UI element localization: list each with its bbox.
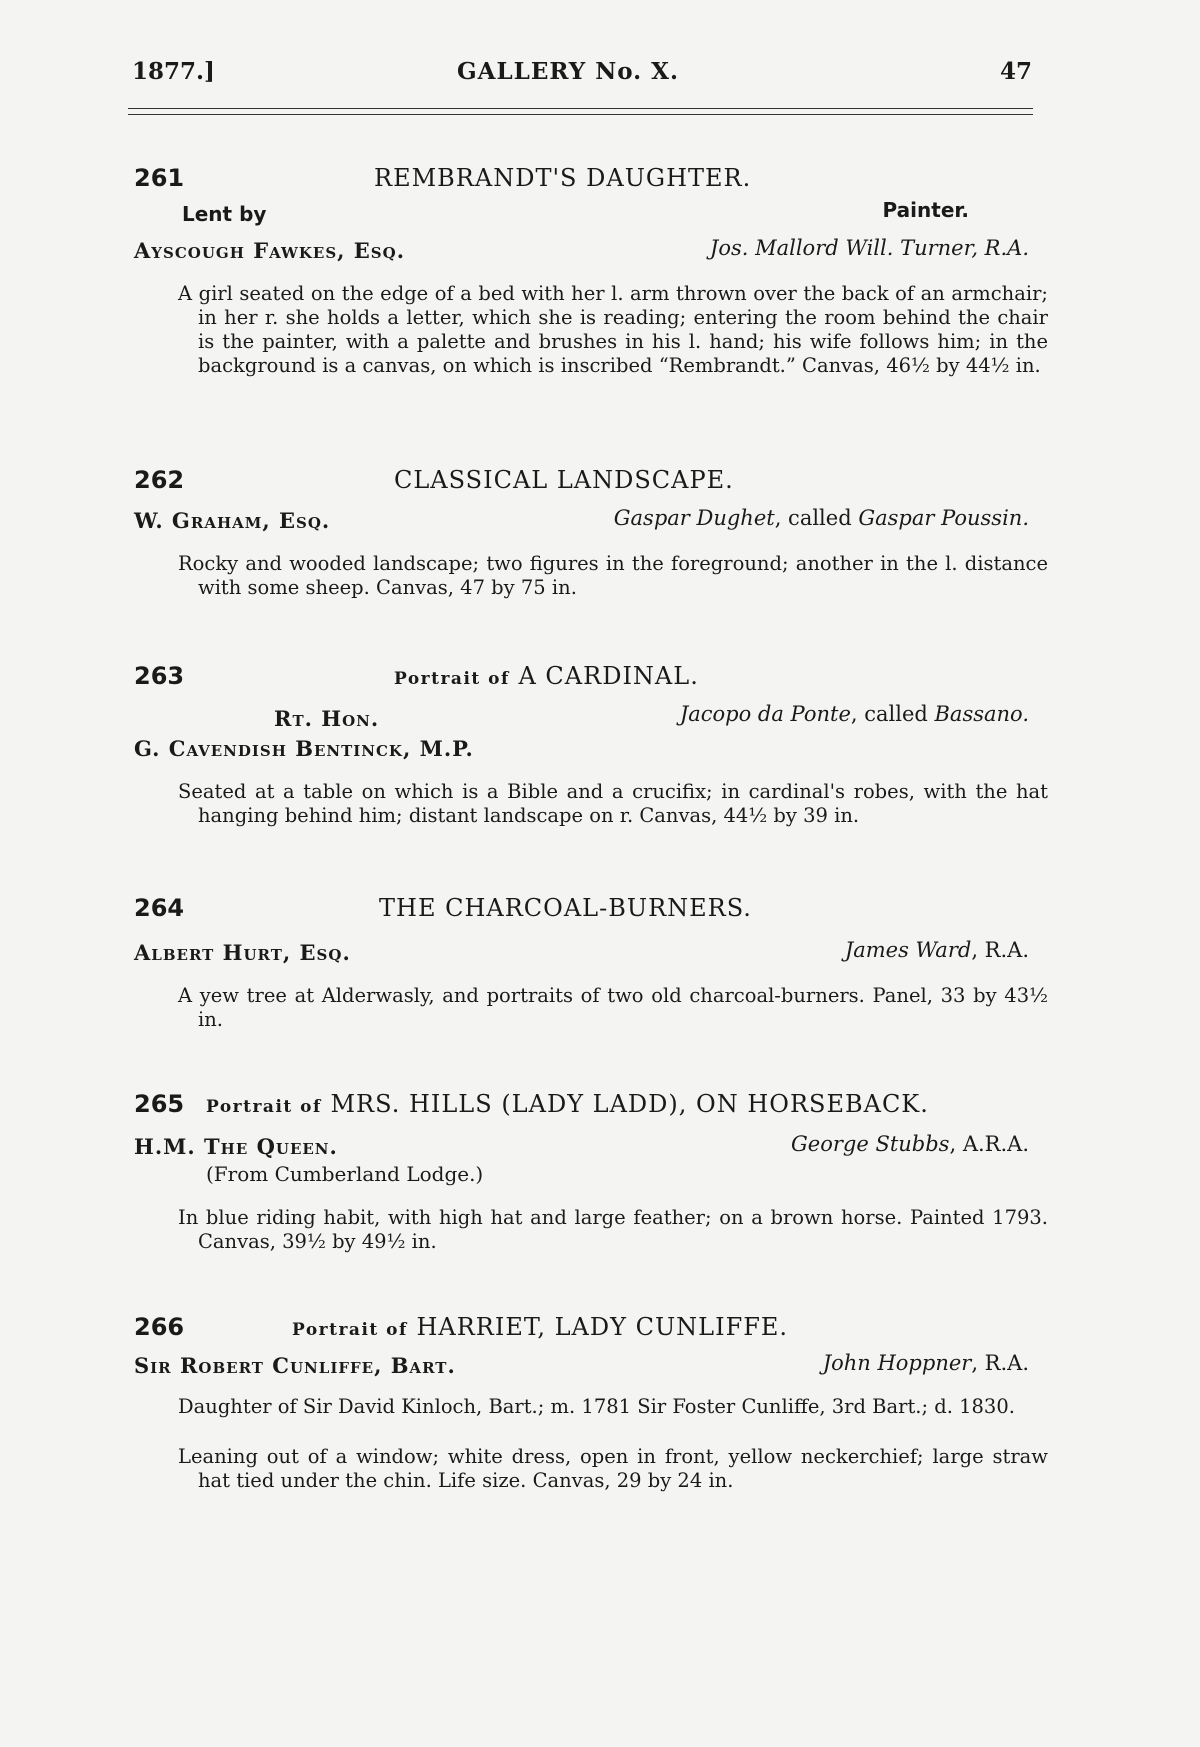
entry-description: Rocky and wooded landscape; two figures in the foreground; another in the l. distance with some sheep. Canvas, 47 by 75 in.: [178, 552, 1048, 599]
entry-number: 262: [134, 466, 185, 494]
entry-title: CLASSICAL LANDSCAPE.: [394, 466, 734, 494]
page-number: 47: [999, 58, 1032, 85]
lender-line1-wrap: [274, 706, 379, 731]
painter-name: Jos. Mallord Will. Turner, R.A.: [709, 236, 1029, 260]
painter-name: Jacopo da Ponte: [679, 702, 851, 726]
lender-wrap: [134, 1353, 456, 1378]
lender-name: Albert Hurt, Esq.: [134, 940, 351, 965]
header-rule-bottom: [128, 114, 1033, 115]
entry-description-2: Leaning out of a window; white dress, open in front, yellow neckerchief; large straw hat tied under the chin. Life size. Canvas, 29 by 24 in.: [178, 1445, 1048, 1492]
painter-called: , called: [774, 506, 859, 530]
painter-label: Painter.: [882, 198, 969, 222]
entry-262: [134, 466, 1048, 599]
entry-number: 263: [134, 662, 185, 690]
title-main: MRS. HILLS (LADY LADD), ON HORSEBACK.: [330, 1090, 929, 1118]
entry-title: [394, 662, 699, 690]
painter-alias: Bassano.: [934, 702, 1029, 726]
entry-number: 265: [134, 1090, 185, 1118]
painter-wrap: [791, 1132, 1029, 1156]
entry-number: 266: [134, 1313, 185, 1341]
lender-wrap: [134, 508, 330, 533]
entry-263: [134, 662, 1048, 862]
entry-title: [206, 1090, 929, 1118]
lender-name: Ayscough Fawkes, Esq.: [134, 238, 406, 263]
lender-wrap: [134, 940, 351, 965]
lender-line2-wrap: [134, 736, 474, 761]
title-main: A CARDINAL.: [518, 662, 699, 690]
painter-wrap: [710, 236, 1029, 260]
painter-name: James Ward: [844, 938, 972, 962]
painter-name: John Hoppner: [822, 1351, 972, 1375]
lender-title: Rt. Hon.: [274, 706, 380, 731]
entry-title: THE CHARCOAL-BURNERS.: [379, 894, 752, 922]
painter-wrap: [823, 1351, 1029, 1375]
entry-number: 264: [134, 894, 185, 922]
entry-description: A yew tree at Alderwasly, and portraits of two old charcoal-burners. Panel, 33 by 43½ in.: [178, 984, 1048, 1031]
painter-honour: , R.A.: [971, 938, 1029, 962]
lender-name: G. Cavendish Bentinck, M.P.: [134, 736, 474, 761]
header-title: GALLERY No. X.: [457, 58, 680, 85]
lender-name: H.M. The Queen.: [134, 1134, 338, 1159]
entry-265: [134, 1090, 1048, 1260]
painter-called: , called: [850, 702, 935, 726]
painter-wrap: [680, 702, 1029, 726]
painter-wrap: [845, 938, 1029, 962]
painter-wrap: [614, 506, 1029, 530]
lender-wrap: [134, 1134, 338, 1159]
entry-description: A girl seated on the edge of a bed with her l. arm thrown over the back of an armchair; in her r. she holds a letter, which she is reading; entering the room behind the chair is the painter, with a palette and brushes in his l. hand; his wife follows him; in the background is a canvas, on which is inscribed “Rembrandt.” Canvas, 46½ by 44½ in.: [178, 282, 1048, 377]
painter-honour: , R.A.: [971, 1351, 1029, 1375]
entry-description: Seated at a table on which is a Bible and a crucifix; in cardinal's robes, with the hat hanging behind him; distant landscape on r. Canvas, 44½ by 39 in.: [178, 780, 1048, 827]
header-year: 1877.]: [132, 58, 215, 85]
lender-note: (From Cumberland Lodge.): [206, 1162, 484, 1186]
painter-honour: , A.R.A.: [949, 1132, 1029, 1156]
title-prefix: Portrait of: [206, 1097, 322, 1117]
entry-264: [134, 894, 1048, 1044]
painter-alias: Gaspar Poussin.: [858, 506, 1029, 530]
title-prefix: Portrait of: [292, 1320, 408, 1340]
painter-name: George Stubbs: [791, 1132, 950, 1156]
title-main: HARRIET, LADY CUNLIFFE.: [416, 1313, 789, 1341]
entry-title: REMBRANDT'S DAUGHTER.: [374, 164, 752, 192]
header-rule-top: [128, 108, 1033, 109]
lender-wrap: [134, 238, 405, 263]
lent-by-label: Lent by: [182, 202, 267, 226]
entry-266: [134, 1313, 1048, 1513]
entry-number: 261: [134, 164, 185, 192]
entry-description: Daughter of Sir David Kinloch, Bart.; m. 1781 Sir Foster Cunliffe, 3rd Bart.; d. 1830.: [178, 1395, 1015, 1418]
title-prefix: Portrait of: [394, 669, 510, 689]
entry-261: [134, 164, 1048, 414]
page-header: [132, 58, 1032, 94]
lender-name: W. Graham, Esq.: [134, 508, 331, 533]
entry-title: [292, 1313, 788, 1341]
lender-name: Sir Robert Cunliffe, Bart.: [134, 1353, 456, 1378]
entry-description: In blue riding habit, with high hat and large feather; on a brown horse. Painted 1793. Canvas, 39½ by 49½ in.: [178, 1206, 1048, 1253]
painter-name: Gaspar Dughet: [613, 506, 775, 530]
